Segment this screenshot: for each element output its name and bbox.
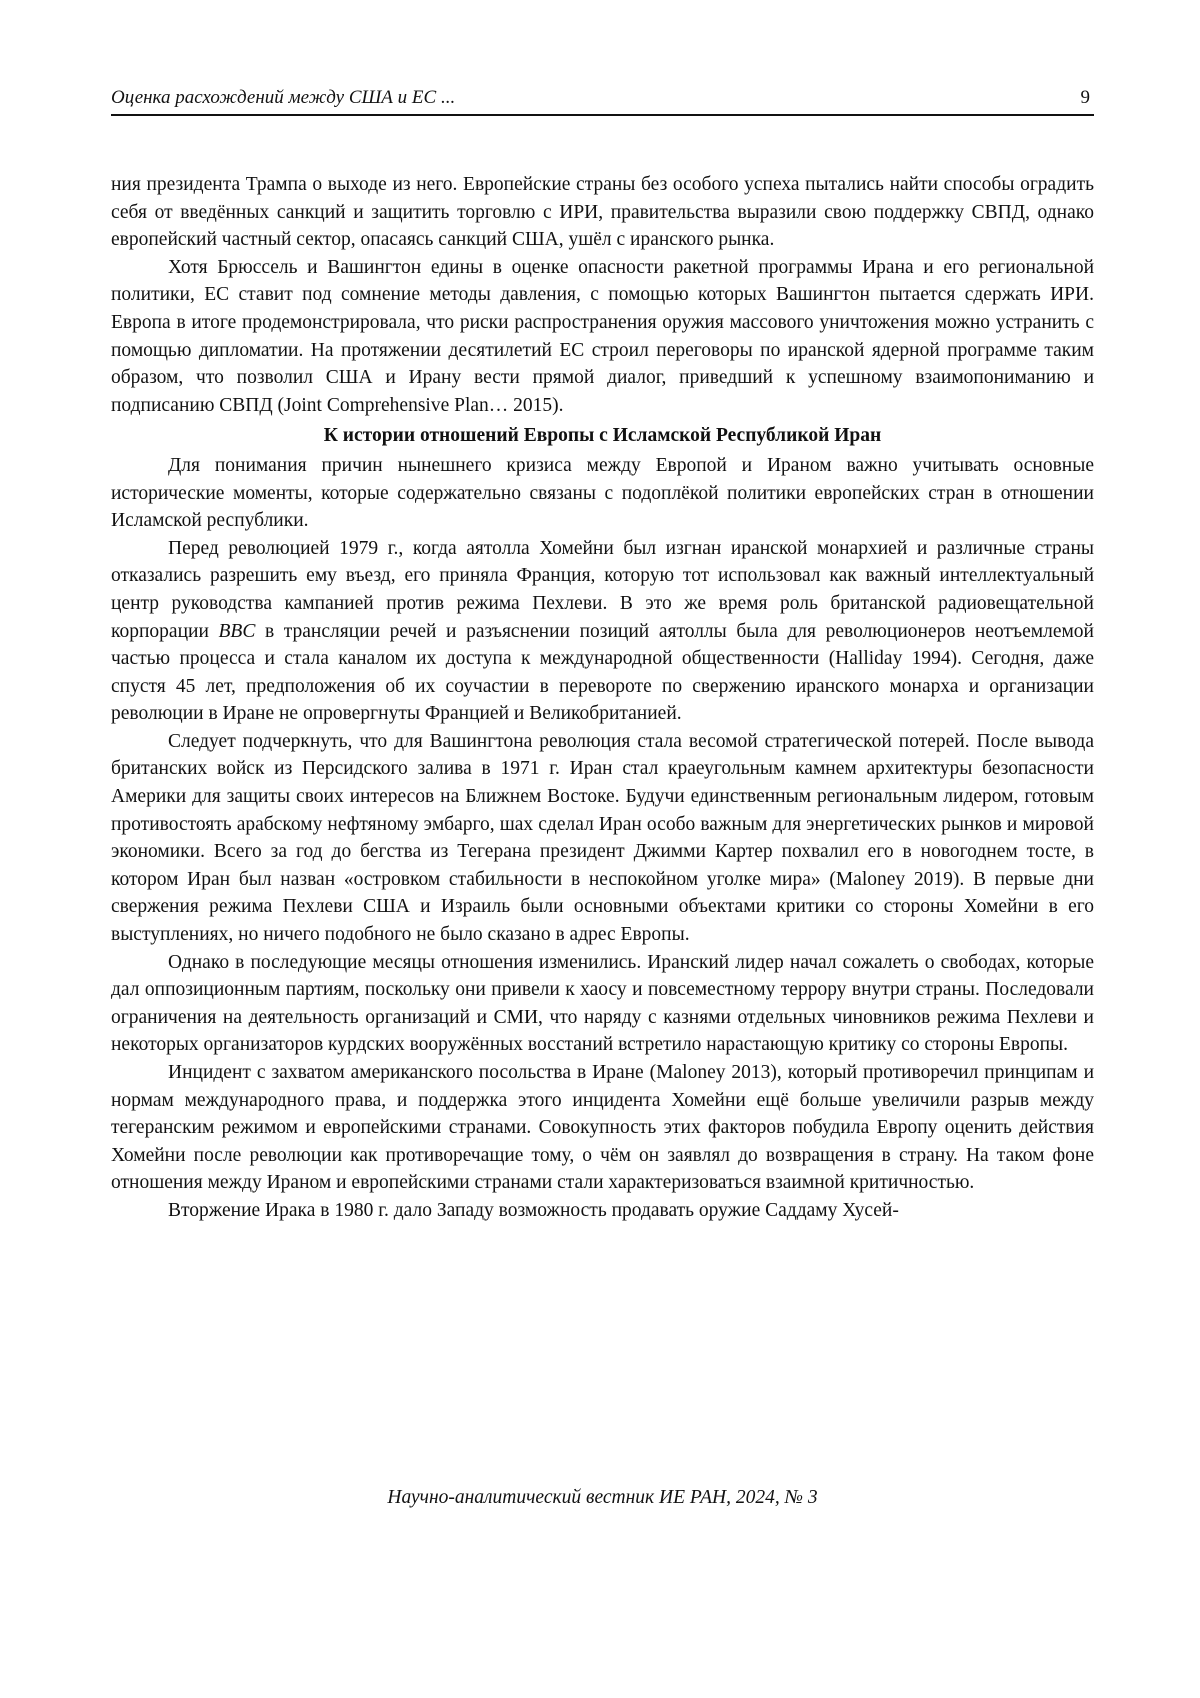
- paragraph-iraq-invasion: Вторжение Ирака в 1980 г. дало Западу возможность продавать оружие Саддаму Хусей-: [168, 1199, 899, 1221]
- running-footer: Научно-аналитический вестник ИЕ РАН, 2024, № 3: [387, 1487, 818, 1508]
- paragraph-washington-loss: Следует подчеркнуть, что для Вашингтона революция стала весомой стратегической потерей. После вывода британских войск из Персидского залива в 1971 г. Иран стал краеугольным камнем архитектуры безопасности Америки для защиты своих интересов на Ближнем Востоке. Будучи единственным региональным лидером, готовым противостоять арабскому нефтяному эмбарго, шах сделал Иран особо важным для энергетических рынков и мировой экономики. Всего за год до бегства из Тегерана президент Джимми Картер похвалил его в новогоднем тосте, в котором Иран был назван «островком стабильности в неспокойном уголке мира» (Maloney 2019). В первые дни свержения режима Пехлеви США и Израиль были основными объектами критики со стороны Хомейни в его выступлениях, но ничего подобного не было сказано в адрес Европы.: [111, 730, 1094, 946]
- article-body: [111, 171, 1094, 1225]
- paragraph-continued: ния президента Трампа о выходе из него. Европейские страны без особого успеха пытались найти способы оградить себя от введённых санкций и защитить торговлю с ИРИ, правительства выразили свою поддержку СВПД, однако европейский частный сектор, опасаясь санкций США, ушёл с иранского рынка.: [111, 174, 1094, 251]
- paragraph-text-part: в трансляции речей и разъяснении позиций аятоллы была для революционеров неотъемлемой частью процесса и стала каналом их доступа к международной общественности (Halliday 1994). Сегодня, даже спустя 45 лет, предположения об их соучастии в перевороте по свержению иранского монарха и организации революции в Иране не опровергнуты Францией и Великобританией.: [111, 620, 1094, 725]
- bbc-abbreviation: BBC: [218, 620, 256, 642]
- paragraph-text-part: Перед революцией 1979 г., когда аятолла Хомейни был изгнан иранской монархией и различные страны отказались разрешить ему въезд, его приняла Франция, которую тот использовал как важный интеллектуальный центр руководства кампанией против режима Пехлеви. В это же время роль британской радиовещательной корпорации: [111, 537, 1094, 642]
- paragraph-embassy-incident: Инцидент с захватом американского посольства в Иране (Maloney 2013), который противоречил принципам и нормам международного права, и поддержка этого инцидента Хомейни ещё больше увеличили разрыв между тегеранским режимом и европейскими странами. Совокупность этих факторов побудила Европу оценить действия Хомейни после революции как противоречащие тому, о чём он заявлял до возвращения в страну. На таком фоне отношения между Ираном и европейскими странами стали характеризоваться взаимной критичностью.: [111, 1062, 1094, 1194]
- paragraph-revolution-1979: [111, 535, 1094, 728]
- paragraph-eu-us-assessment: Хотя Брюссель и Вашингтон едины в оценке опасности ракетной программы Ирана и его региональной политики, ЕС ставит под сомнение методы давления, с помощью которых Вашингтон пытается сдержать ИРИ. Европа в итоге продемонстрировала, что риски распространения оружия массового уничтожения можно устранить с помощью дипломатии. На протяжении десятилетий ЕС строил переговоры по иранской ядерной программе таким образом, что позволил США и Ирану вести прямой диалог, приведший к успешному взаимопониманию и подписанию СВПД (Joint Comprehensive Plan… 2015).: [111, 256, 1094, 416]
- running-header-title: Оценка расхождений между США и ЕС ...: [111, 87, 456, 108]
- running-header: [111, 84, 1094, 116]
- paragraph-historical-context: Для понимания причин нынешнего кризиса между Европой и Ираном важно учитывать основные исторические моменты, которые содержательно связаны с подоплёкой политики европейских стран в отношении Исламской республики.: [111, 454, 1094, 532]
- page-number: 9: [1080, 87, 1090, 108]
- section-heading: К истории отношений Европы с Исламской Республикой Иран: [323, 425, 882, 447]
- paragraph-relations-changed: Однако в последующие месяцы отношения изменились. Иранский лидер начал сожалеть о свободах, которые дал оппозиционным партиям, поскольку они привели к хаосу и повсеместному террору внутри страны. Последовали ограничения на деятельность организаций и СМИ, что наряду с казнями отдельных чиновников режима Пехлеви и некоторых организаторов курдских вооружённых восстаний встретило нарастающую критику со стороны Европы.: [111, 951, 1094, 1056]
